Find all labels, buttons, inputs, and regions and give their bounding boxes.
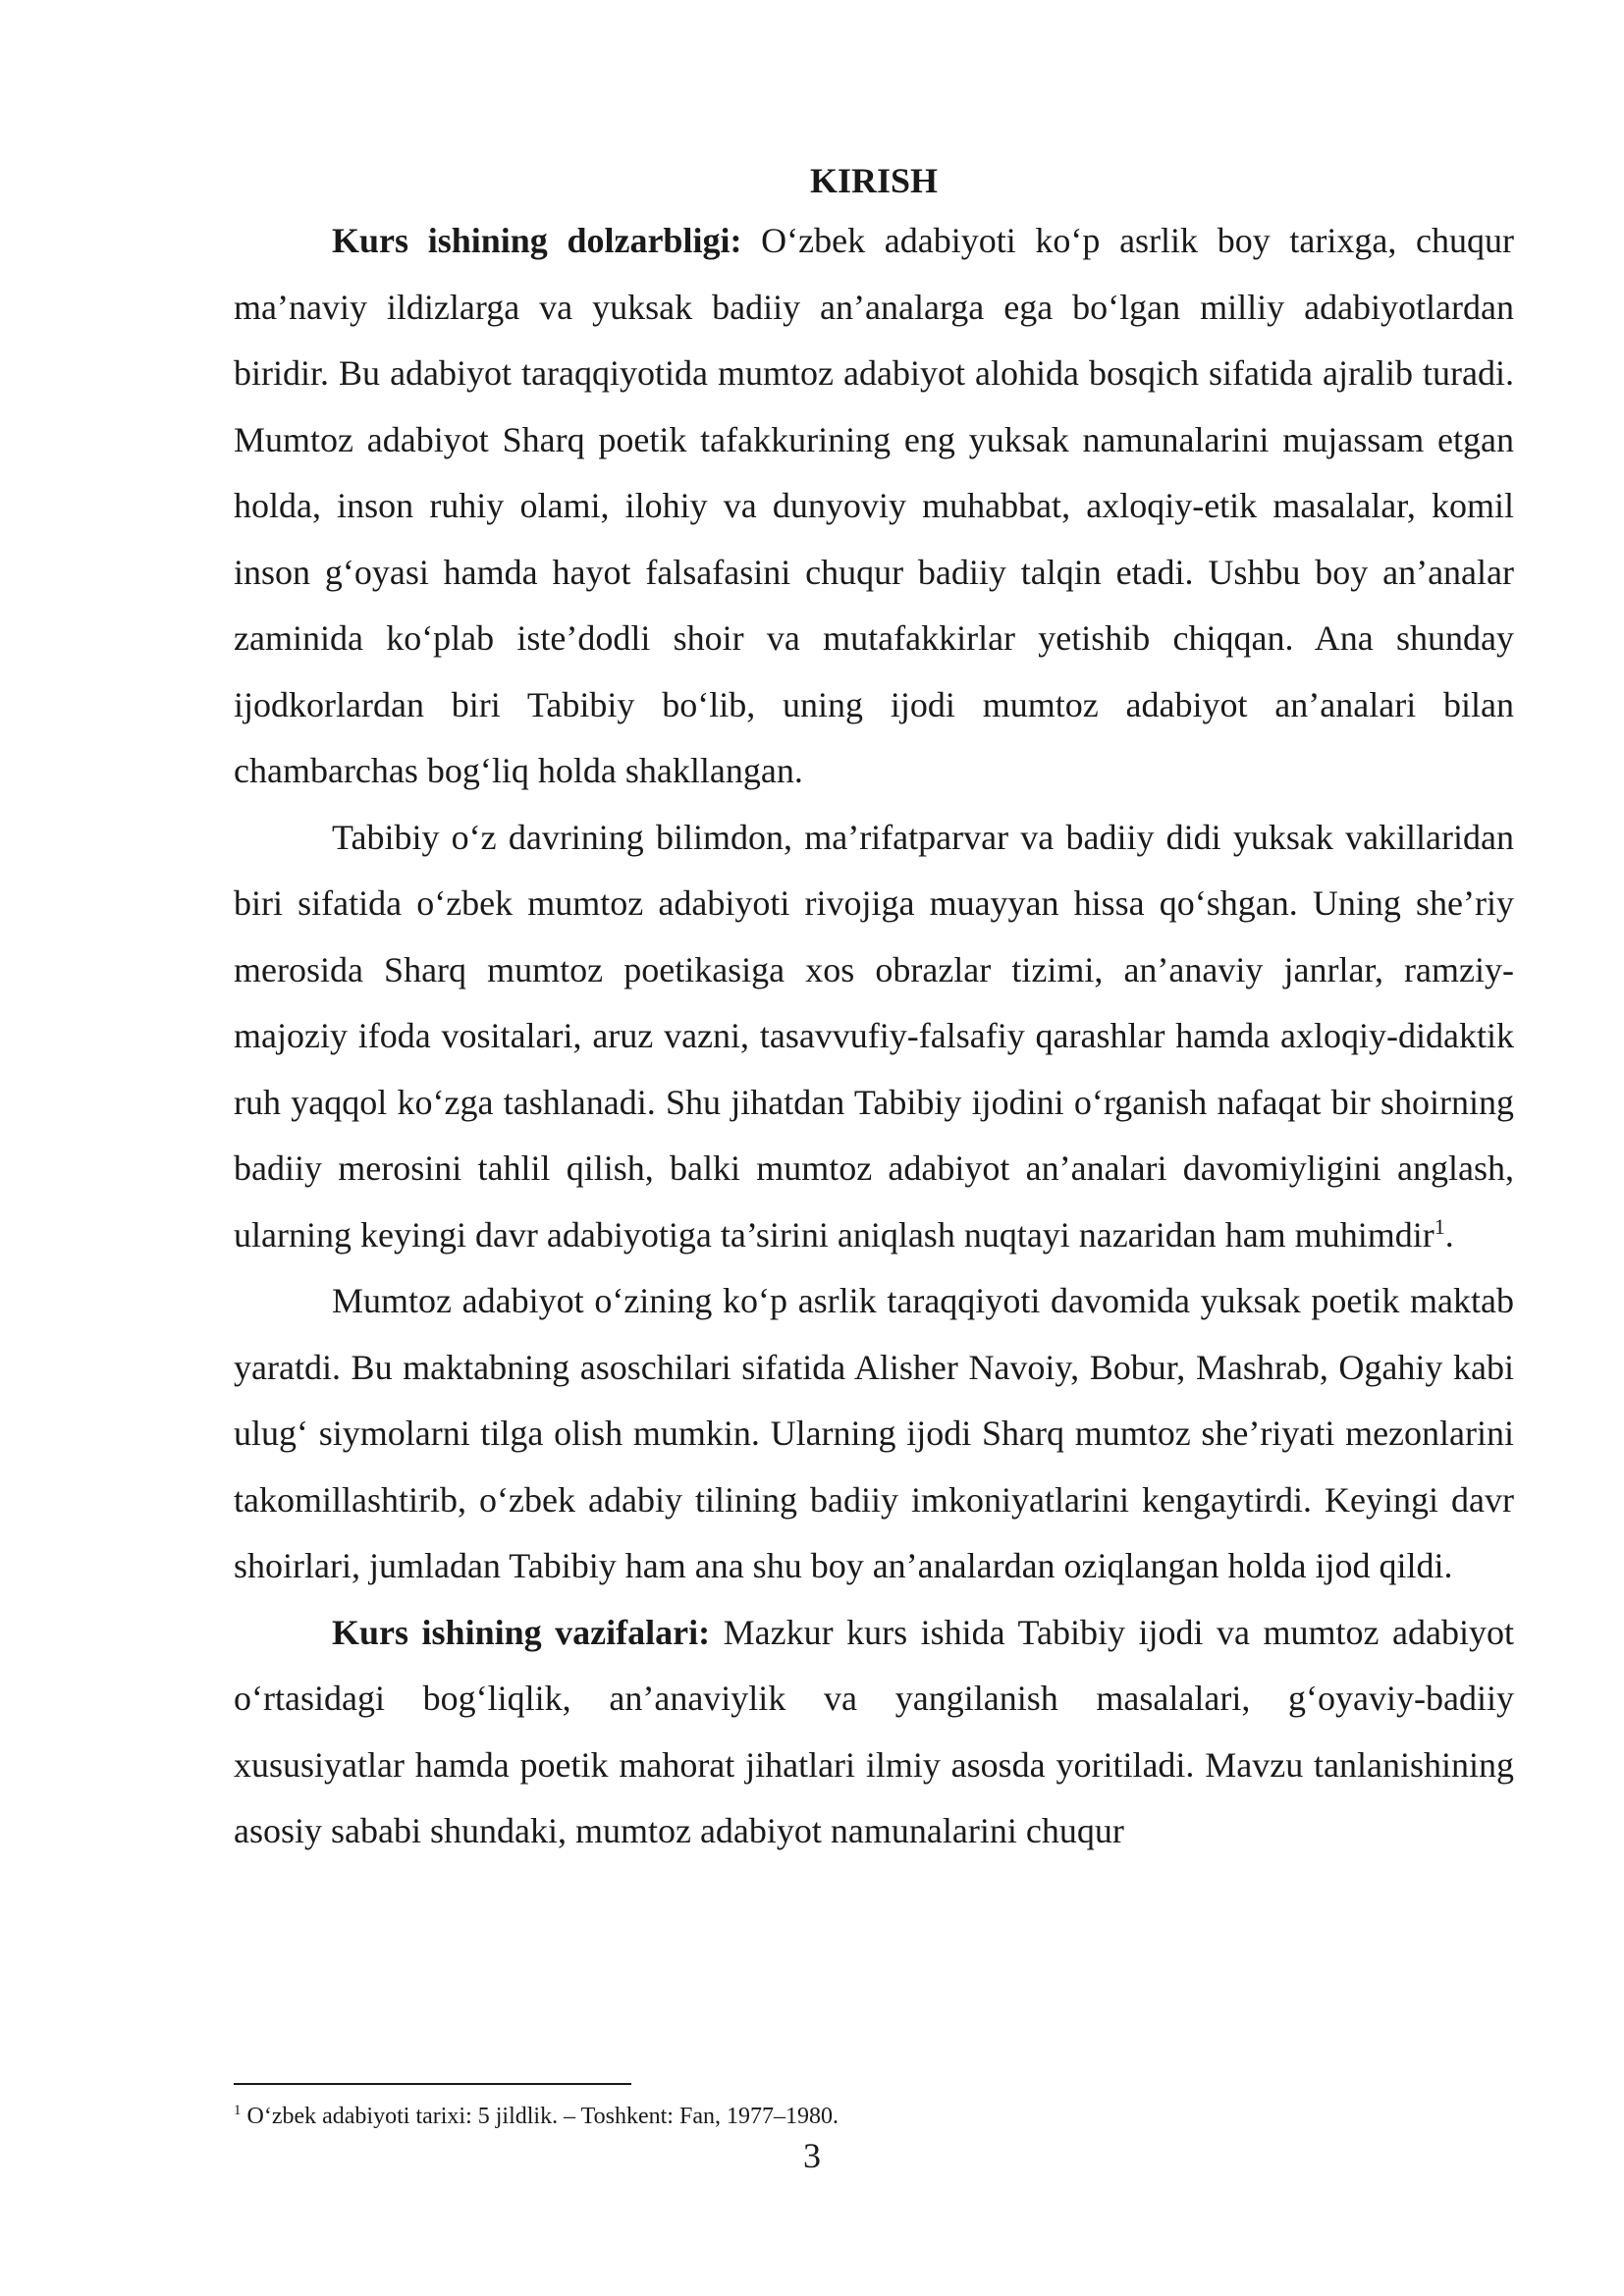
footnote-reference[interactable]: 1 xyxy=(1434,1213,1445,1239)
footnote-divider xyxy=(234,2083,631,2085)
main-text xyxy=(234,157,1514,1865)
footnote-marker: 1 xyxy=(234,2103,242,2118)
paragraph-lead: Kurs ishining dolzarbligi: xyxy=(332,221,742,260)
footnote-text: O‘zbek adabiyoti tarixi: 5 jildlik. – Toshkent: Fan, 1977–1980. xyxy=(241,2104,839,2129)
paragraph-text: Tabibiy o‘z davrining bilimdon, ma’rifatparvar va badiiy didi yuksak vakillaridan biri sifatida o‘zbek mumtoz adabiyoti rivojiga muayyan hissa qo‘shgan. Uning she’riy merosida Sharq mumtoz poetikasiga xos obrazlar tizimi, an’anaviy janrlar, ramziy-majoziy ifoda vositalari, aruz vazni, tasavvufiy-falsafiy qarashlar hamda axloqiy-didaktik ruh yaqqol ko‘zga tashlanadi. Shu jihatdan Tabibiy ijodini o‘rganish nafaqat bir shoirning badiiy merosini tahlil qilish, balki mumtoz adabiyot an’analari davomiyligini anglash, ularning keyingi davr adabiyotiga ta’sirini aniqlash nuqtayi nazaridan ham muhimdir xyxy=(234,817,1514,1255)
paragraph-text: O‘zbek adabiyoti ko‘p asrlik boy tarixga, chuqur ma’naviy ildizlarga va yuksak badiiy an’analarga ega bo‘lgan milliy adabiyotlardan biridir. Bu adabiyot taraqqiyotida mumtoz adabiyot alohida bosqich sifatida ajralib turadi. Mumtoz adabiyot Sharq poetik tafakkurining eng yuksak namunalarini mujassam etgan holda, inson ruhiy olami, ilohiy va dunyoviy muhabbat, axloqiy-etik masalalar, komil inson g‘oyasi hamda hayot falsafasini chuqur badiiy talqin etadi. Ushbu boy an’analar zaminida ko‘plab iste’dodli shoir va mutafakkirlar yetishib chiqqan. Ana shunday ijodkorlardan biri Tabibiy bo‘lib, uning ijodi mumtoz adabiyot an’analari bilan chambarchas bog‘liq holda shakllangan. xyxy=(234,221,1514,790)
paragraph-tail: . xyxy=(1444,1214,1454,1255)
section-heading: KIRISH xyxy=(809,161,939,200)
paragraph-lead: Kurs ishining vazifalari: xyxy=(332,1612,711,1652)
footnote xyxy=(234,2101,1514,2132)
paragraph-relevance xyxy=(234,208,1514,805)
paragraph-text: Mazkur kurs ishida Tabibiy ijodi va mumtoz adabiyot o‘rtasidagi bog‘liqlik, an’anaviylik va yangilanish masalalari, g‘oyaviy-badiiy xususiyatlar hamda poetik mahorat jihatlari ilmiy asosda yoritiladi. Mavzu tanlanishining asosiy sababi shundaki, mumtoz adabiyot namunalarini chuqur xyxy=(234,1612,1515,1850)
paragraph-tasks xyxy=(234,1600,1514,1865)
paragraph-text: Mumtoz adabiyot o‘zining ko‘p asrlik taraqqiyoti davomida yuksak poetik maktab yaratdi. Bu maktabning asoschilari sifatida Alisher Navoiy, Bobur, Mashrab, Ogahiy kabi ulug‘ siymolarni tilga olish mumkin. Ularning ijodi Sharq mumtoz she’riyati mezonlarini takomillashtirib, o‘zbek adabiy tilining badiiy imkoniyatlarini kengaytirdi. Keyingi davr shoirlari, jumladan Tabibiy ham ana shu boy an’analardan oziqlangan holda ijod qildi. xyxy=(234,1281,1514,1585)
paragraph-tabibiy xyxy=(234,805,1514,1269)
paragraph-classical-school xyxy=(234,1268,1514,1600)
page-number: 3 xyxy=(803,2136,821,2175)
